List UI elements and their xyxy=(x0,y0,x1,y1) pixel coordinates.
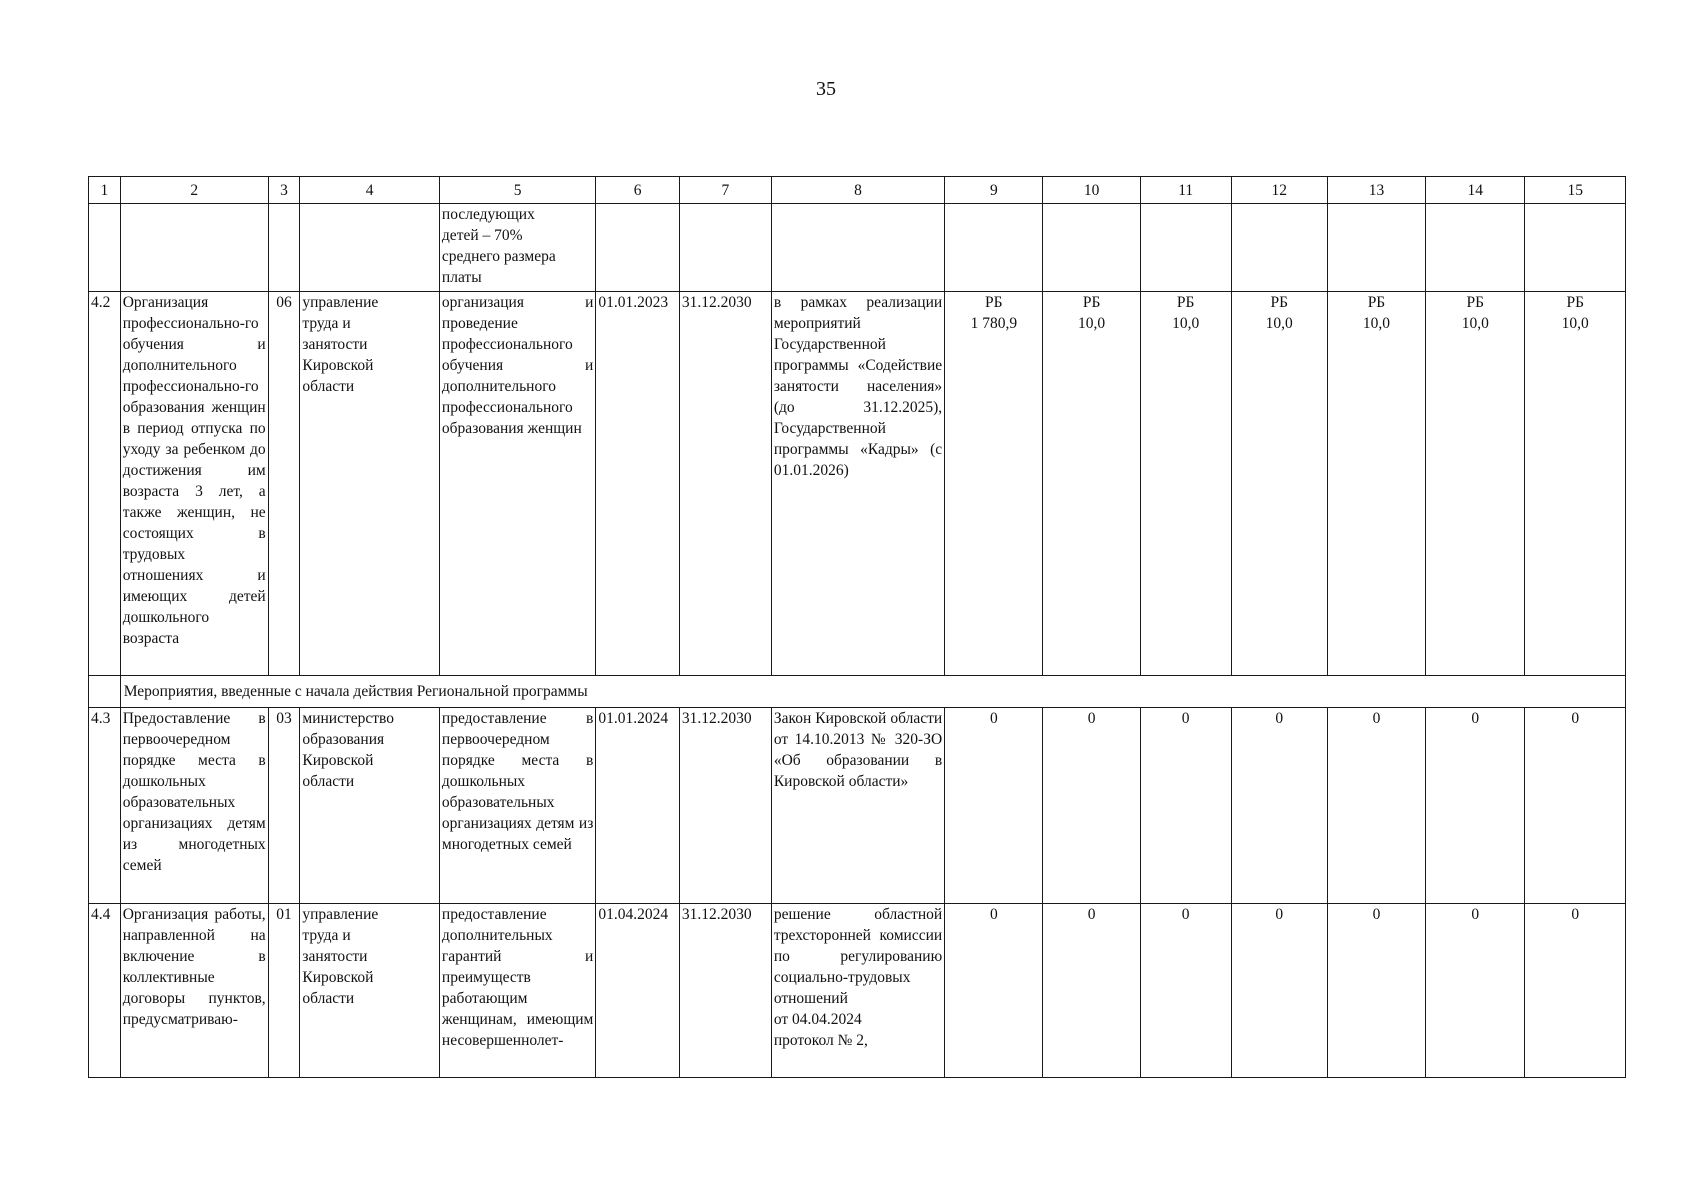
funding-value: 0 xyxy=(1327,708,1425,904)
funding-value: 0 xyxy=(1140,708,1231,904)
funding-value: РБ 10,0 xyxy=(1231,292,1327,676)
funding-value: 0 xyxy=(1525,904,1626,1078)
header-cell: 6 xyxy=(596,177,680,204)
header-cell: 12 xyxy=(1231,177,1327,204)
measure-code: 06 xyxy=(268,292,300,676)
start-date: 01.01.2023 xyxy=(596,292,680,676)
end-date: 31.12.2030 xyxy=(679,904,771,1078)
funding-value: 0 xyxy=(945,904,1043,1078)
measure-content: предоставление в первоочередном порядке места в дошкольных образовательных организациях детям из многодетных семей xyxy=(439,708,595,904)
table-row xyxy=(89,708,1626,904)
funding-value: 0 xyxy=(1043,904,1140,1078)
section-row xyxy=(89,676,1626,708)
measure-content: предоставление дополнительных гарантий и преимуществ работающим женщинам, имеющим несовершеннолет- xyxy=(439,904,595,1078)
header-cell: 7 xyxy=(679,177,771,204)
header-cell: 3 xyxy=(268,177,300,204)
legal-basis: в рамках реализации мероприятий Государственной программы «Содействие занятости населения» (до 31.12.2025), Государственной программы «Кадры» (с 01.01.2026) xyxy=(771,292,944,676)
header-cell: 10 xyxy=(1043,177,1140,204)
start-date: 01.01.2024 xyxy=(596,708,680,904)
row-number: 4.2 xyxy=(89,292,121,676)
row-number: 4.4 xyxy=(89,904,121,1078)
row-number: 4.3 xyxy=(89,708,121,904)
continuation-row xyxy=(89,204,1626,292)
funding-value: 0 xyxy=(1231,904,1327,1078)
executor: управление труда и занятости Кировской области xyxy=(300,904,440,1078)
funding-value: 0 xyxy=(1525,708,1626,904)
end-date: 31.12.2030 xyxy=(679,292,771,676)
measures-table xyxy=(88,176,1626,1078)
measure-name: Предоставление в первоочередном порядке места в дошкольных образовательных организациях детям из многодетных семей xyxy=(120,708,268,904)
measure-code: 01 xyxy=(268,904,300,1078)
header-cell: 8 xyxy=(771,177,944,204)
executor: управление труда и занятости Кировской области xyxy=(300,292,440,676)
funding-value: 0 xyxy=(1231,708,1327,904)
header-cell: 14 xyxy=(1426,177,1525,204)
header-cell: 2 xyxy=(120,177,268,204)
header-cell: 1 xyxy=(89,177,121,204)
funding-value: РБ 10,0 xyxy=(1426,292,1525,676)
funding-value: 0 xyxy=(1426,708,1525,904)
funding-value: 0 xyxy=(1140,904,1231,1078)
funding-value: РБ 10,0 xyxy=(1043,292,1140,676)
table-row xyxy=(89,904,1626,1078)
end-date: 31.12.2030 xyxy=(679,708,771,904)
header-cell: 4 xyxy=(300,177,440,204)
funding-value: 0 xyxy=(1426,904,1525,1078)
table-row xyxy=(89,292,1626,676)
section-title: Мероприятия, введенные с начала действия Региональной программы xyxy=(120,676,1625,708)
funding-value: 0 xyxy=(945,708,1043,904)
measure-code: 03 xyxy=(268,708,300,904)
column-number-row xyxy=(89,177,1626,204)
funding-value: РБ 10,0 xyxy=(1327,292,1425,676)
header-cell: 15 xyxy=(1525,177,1626,204)
legal-basis: Закон Кировской области от 14.10.2013 № 320-ЗО «Об образовании в Кировской области» xyxy=(771,708,944,904)
legal-basis: решение областной трехсторонней комиссии по регулированию социально-трудовых отношений от 04.04.2024 протокол № 2, xyxy=(771,904,944,1078)
header-cell: 9 xyxy=(945,177,1043,204)
funding-value: РБ 10,0 xyxy=(1140,292,1231,676)
funding-value: 0 xyxy=(1327,904,1425,1078)
funding-value: РБ 1 780,9 xyxy=(945,292,1043,676)
header-cell: 5 xyxy=(439,177,595,204)
page-number: 35 xyxy=(816,78,836,100)
measure-name: Организация профессионально-го обучения и дополнительного профессионально-го образования женщин в период отпуска по уходу за ребенком до достижения им возраста 3 лет, а также женщин, не состоящих в трудовых отношениях и имеющих детей дошкольного возраста xyxy=(120,292,268,676)
executor: министерство образования Кировской области xyxy=(300,708,440,904)
header-cell: 11 xyxy=(1140,177,1231,204)
header-cell: 13 xyxy=(1327,177,1425,204)
funding-value: 0 xyxy=(1043,708,1140,904)
start-date: 01.04.2024 xyxy=(596,904,680,1078)
funding-value: РБ 10,0 xyxy=(1525,292,1626,676)
measure-name: Организация работы, направленной на включение в коллективные договоры пунктов, предусматриваю- xyxy=(120,904,268,1078)
continuation-text: последующих детей – 70% среднего размера платы xyxy=(439,204,595,292)
measure-content: организация и проведение профессионального обучения и дополнительного профессионального образования женщин xyxy=(439,292,595,676)
